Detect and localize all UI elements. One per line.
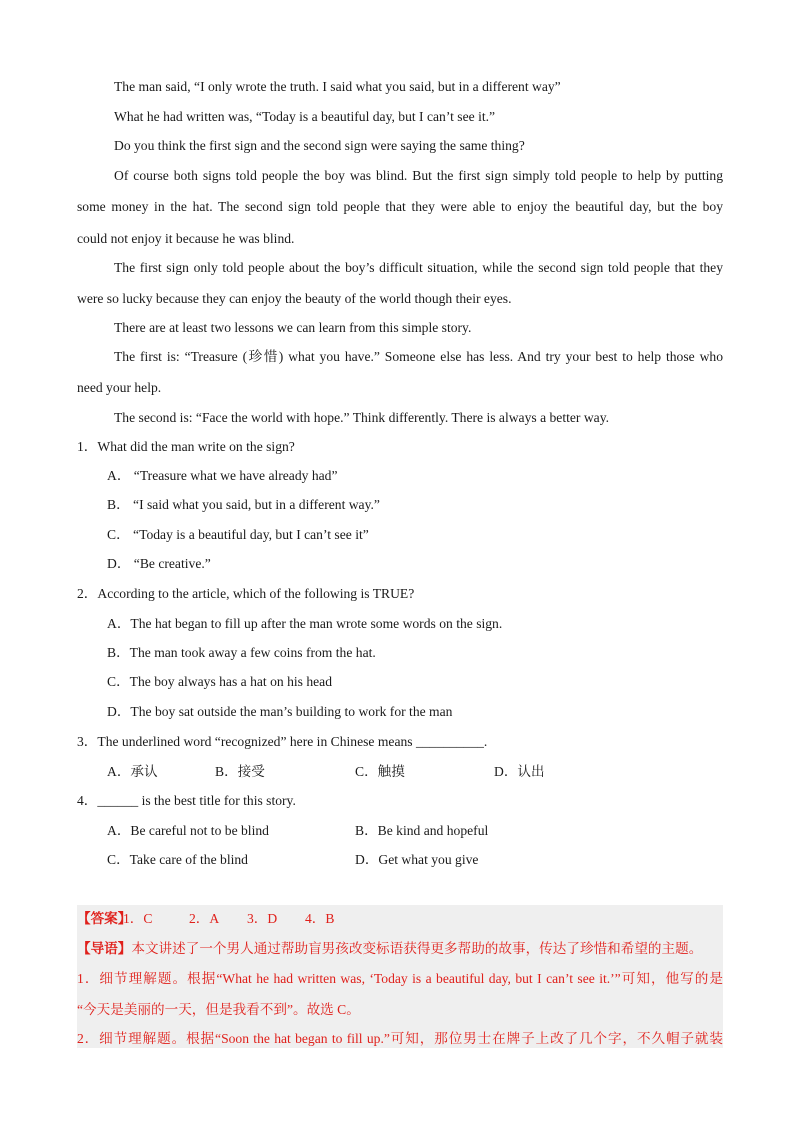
passage-line: Of course both signs told people the boy was blind. But the first sign simply told people to help by putting bbox=[114, 168, 723, 183]
explanation-line: 2．细节理解题。根据“Soon the hat began to fill up.”可知，那位男士在牌子上改了几个字，不久帽子就装 bbox=[77, 1031, 723, 1046]
option-a: A． “Treasure what we have already had” bbox=[107, 468, 338, 483]
option-b: B． “I said what you said, but in a different way.” bbox=[107, 497, 380, 512]
question-stem: 1．What did the man write on the sign? bbox=[77, 439, 295, 454]
passage-line: What he had written was, “Today is a beautiful day, but I can’t see it.” bbox=[114, 109, 496, 124]
explanation-line: “今天是美丽的一天，但是我看不到”。故选 C。 bbox=[77, 1002, 360, 1017]
option-d: D．Get what you give bbox=[355, 852, 479, 867]
question-stem: 2．According to the article, which of the following is TRUE? bbox=[77, 586, 415, 601]
guide-text: 本文讲述了一个男人通过帮助盲男孩改变标语获得更多帮助的故事，传达了珍惜和希望的主题。 bbox=[131, 941, 703, 956]
option-b: B．Be kind and hopeful bbox=[355, 823, 489, 838]
option-d: D．认出 bbox=[494, 764, 545, 779]
passage-line: Do you think the first sign and the second sign were saying the same thing? bbox=[114, 138, 525, 153]
option-c: C．The boy always has a hat on his head bbox=[107, 674, 333, 689]
option-c: C．触摸 bbox=[355, 764, 405, 779]
explanation-line: 1．细节理解题。根据“What he had written was, ‘Today is a beautiful day, but I can’t see it.’”可知，他写的是 bbox=[77, 971, 723, 986]
option-c: C． “Today is a beautiful day, but I can’t see it” bbox=[107, 527, 369, 542]
passage-line: The first sign only told people about the boy’s difficult situation, while the second sign told people that they bbox=[114, 260, 723, 275]
option-c: C．Take care of the blind bbox=[107, 852, 248, 867]
passage-line: need your help. bbox=[77, 380, 162, 395]
answer-item: 4．B bbox=[305, 911, 335, 926]
question-stem: 3．The underlined word “recognized” here in Chinese means __________. bbox=[77, 734, 488, 749]
answer-item: 2．A bbox=[189, 911, 220, 926]
passage-line: There are at least two lessons we can learn from this simple story. bbox=[114, 320, 472, 335]
option-a: A．Be careful not to be blind bbox=[107, 823, 269, 838]
passage-line: The first is: “Treasure (珍惜) what you have.” Someone else has less. And try your best to help those who bbox=[114, 349, 723, 364]
option-b: B．接受 bbox=[215, 764, 265, 779]
passage-line: The man said, “I only wrote the truth. I said what you said, but in a different way” bbox=[114, 79, 561, 94]
answer-label: 【答案】 bbox=[77, 911, 132, 926]
answer-item: 3．D bbox=[247, 911, 278, 926]
guide-line bbox=[77, 940, 723, 958]
option-a: A．承认 bbox=[107, 764, 158, 779]
passage-line: were so lucky because they can enjoy the beauty of the world though their eyes. bbox=[77, 291, 512, 306]
passage-line: The second is: “Face the world with hope.” Think differently. There is always a better way. bbox=[114, 410, 610, 425]
option-d: D． “Be creative.” bbox=[107, 556, 211, 571]
option-b: B．The man took away a few coins from the hat. bbox=[107, 645, 376, 660]
question-stem: 4．______ is the best title for this story. bbox=[77, 793, 296, 808]
answer-section bbox=[77, 905, 723, 1048]
answer-item: 1．C bbox=[123, 911, 153, 926]
passage-line: some money in the hat. The second sign told people that they were able to enjoy the beautiful day, but the boy bbox=[77, 199, 723, 214]
option-a: A．The hat began to fill up after the man wrote some words on the sign. bbox=[107, 616, 503, 631]
passage-line: could not enjoy it because he was blind. bbox=[77, 231, 295, 246]
option-d: D．The boy sat outside the man’s building to work for the man bbox=[107, 704, 453, 719]
guide-label: 【导语】 bbox=[77, 941, 132, 956]
